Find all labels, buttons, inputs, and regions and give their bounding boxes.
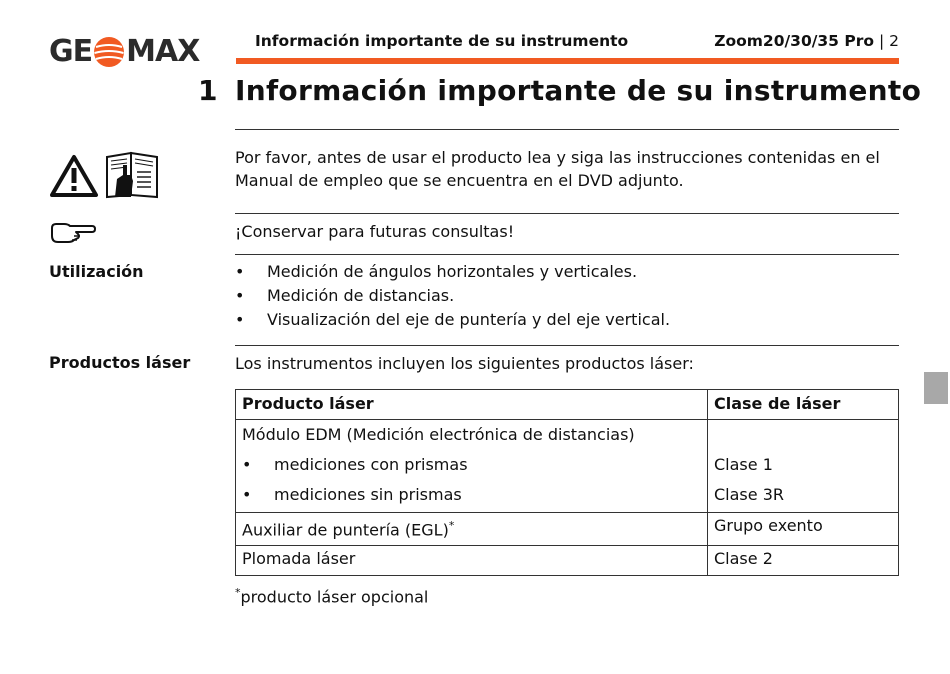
- header-title: Información importante de su instrumento: [255, 32, 629, 50]
- plumb-product-cell: Plomada láser: [236, 546, 708, 576]
- utilization-list: [235, 260, 670, 332]
- header-separator: |: [878, 32, 885, 50]
- divider: [235, 129, 899, 130]
- side-tab: [924, 372, 948, 404]
- utilization-label: Utilización: [49, 262, 144, 281]
- page-number: 2: [889, 32, 899, 50]
- list-item: • Medición de distancias.: [235, 284, 670, 308]
- footnote: [235, 586, 428, 606]
- table-header-row: [236, 390, 899, 420]
- list-item: • Medición de ángulos horizontales y verticales.: [235, 260, 670, 284]
- header-right: [714, 32, 899, 50]
- list-item: • Visualización del eje de puntería y del eje vertical.: [235, 308, 670, 332]
- table-row: [236, 513, 899, 546]
- edm-class: Clase 1: [714, 455, 773, 474]
- edm-product-cell: [236, 420, 708, 513]
- geomax-logo: [49, 35, 199, 69]
- egl-product: Auxiliar de puntería (EGL): [242, 520, 449, 540]
- egl-product-cell: [236, 513, 708, 546]
- intro-text: Por favor, antes de usar el producto lea y siga las instrucciones contenidas en el Manual de empleo que se encuentra en el DVD adjunto.: [235, 148, 880, 190]
- note-text: ¡Conservar para futuras consultas!: [235, 222, 515, 241]
- chapter-title: Información importante de su instrumento: [235, 74, 922, 107]
- footnote-mark: *: [448, 519, 455, 532]
- pointing-hand-icon: [50, 222, 96, 244]
- egl-class-cell: Grupo exento: [708, 513, 899, 546]
- table-row: [236, 420, 899, 513]
- warning-triangle-icon: [49, 154, 99, 198]
- divider: [235, 254, 899, 255]
- laser-products-label: Productos láser: [49, 353, 191, 372]
- logo-text-left: GE: [49, 34, 93, 69]
- laser-intro-text: Los instrumentos incluyen los siguientes productos láser:: [235, 354, 694, 373]
- plumb-class-cell: Clase 2: [708, 546, 899, 576]
- edm-item: • mediciones sin prismas: [242, 482, 701, 512]
- laser-table: [235, 389, 899, 576]
- divider: [235, 345, 899, 346]
- header-product: Zoom20/30/35 Pro: [714, 32, 875, 50]
- footnote-mark: *: [235, 586, 241, 599]
- chapter-number: 1: [198, 74, 218, 107]
- edm-class: Clase 3R: [714, 485, 784, 504]
- table-row: [236, 546, 899, 576]
- edm-class-cell: [708, 420, 899, 513]
- column-header-product: Producto láser: [236, 390, 708, 420]
- divider: [235, 213, 899, 214]
- edm-title: Módulo EDM (Medición electrónica de distancias): [242, 425, 635, 444]
- column-header-class: Clase de láser: [708, 390, 899, 420]
- logo-globe-icon: [93, 36, 125, 68]
- header-accent-bar: [236, 58, 899, 64]
- edm-item: • mediciones con prismas: [242, 452, 701, 482]
- logo-text-right: MAX: [126, 34, 200, 69]
- manual-book-icon: [103, 151, 161, 199]
- footnote-text: producto láser opcional: [240, 587, 429, 607]
